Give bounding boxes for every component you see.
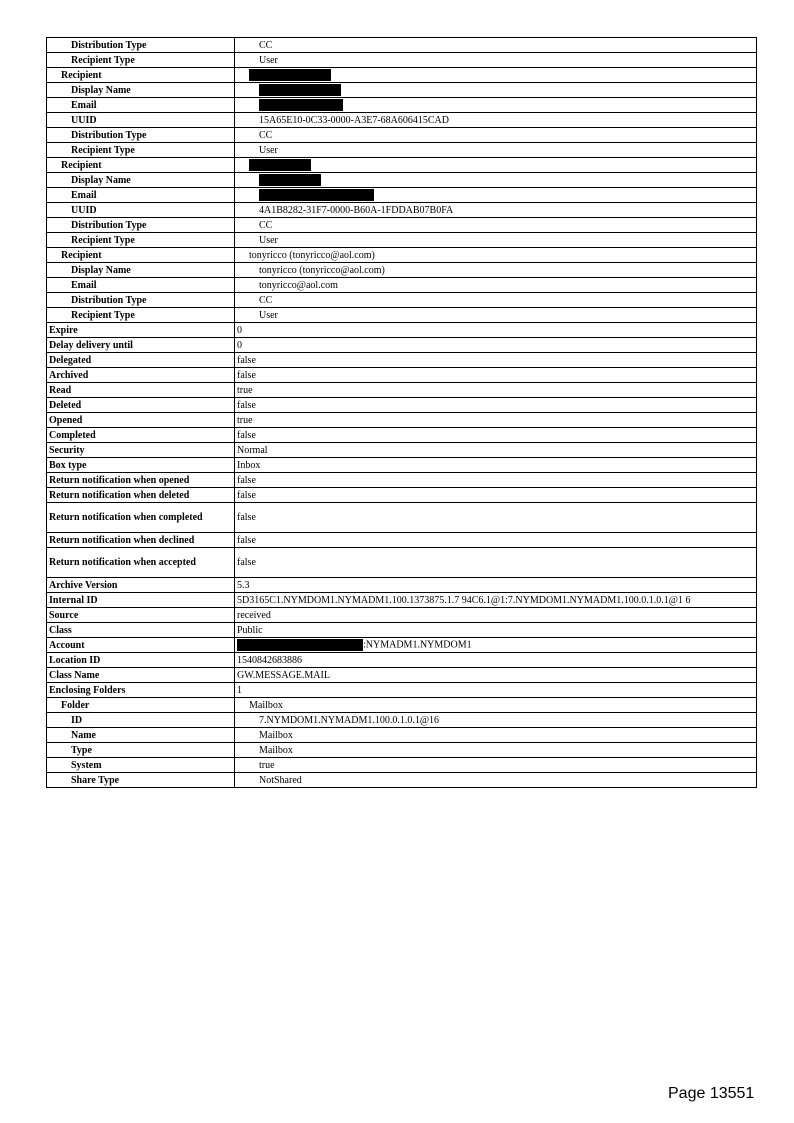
property-value [235, 773, 757, 788]
property-value-text: true [237, 384, 253, 396]
property-value [235, 353, 757, 368]
property-label: Type [47, 743, 235, 758]
property-label: Return notification when declined [47, 533, 235, 548]
property-value-text: 0 [237, 324, 242, 336]
property-row [47, 503, 757, 533]
property-label: ID [47, 713, 235, 728]
property-label: System [47, 758, 235, 773]
property-row [47, 533, 757, 548]
property-value-text: CC [259, 129, 273, 141]
property-value-text: false [237, 512, 256, 523]
property-value [235, 608, 757, 623]
property-label: Distribution Type [47, 38, 235, 53]
property-value [235, 113, 757, 128]
property-row [47, 38, 757, 53]
property-row [47, 713, 757, 728]
property-value [235, 203, 757, 218]
property-value-text: Mailbox [249, 699, 283, 711]
property-value [235, 623, 757, 638]
property-row [47, 338, 757, 353]
property-value-text: :NYMADM1.NYMDOM1 [363, 639, 472, 651]
property-label: Delegated [47, 353, 235, 368]
property-row [47, 458, 757, 473]
property-label: Display Name [47, 263, 235, 278]
redaction-block [259, 99, 343, 111]
property-row [47, 248, 757, 263]
property-value [235, 383, 757, 398]
properties-table [46, 37, 757, 788]
property-value [235, 173, 757, 188]
property-value-text: tonyricco (tonyricco@aol.com) [249, 249, 375, 261]
property-label: Return notification when completed [47, 503, 235, 533]
property-value-text: User [259, 309, 278, 321]
property-value-text: true [259, 759, 275, 771]
property-label: Recipient [47, 158, 235, 173]
property-label: Deleted [47, 398, 235, 413]
property-label: Archived [47, 368, 235, 383]
property-row [47, 143, 757, 158]
property-value [235, 368, 757, 383]
property-label: Email [47, 188, 235, 203]
property-value-text: CC [259, 294, 273, 306]
property-value [235, 638, 757, 653]
property-row [47, 698, 757, 713]
property-value-text: Mailbox [259, 729, 293, 741]
property-label: Folder [47, 698, 235, 713]
property-row [47, 173, 757, 188]
property-value [235, 188, 757, 203]
property-value-text: Inbox [237, 459, 261, 471]
property-label: Completed [47, 428, 235, 443]
property-value [235, 308, 757, 323]
property-value-text: Mailbox [259, 744, 293, 756]
property-row [47, 353, 757, 368]
property-value [235, 503, 757, 533]
property-row [47, 728, 757, 743]
property-value [235, 263, 757, 278]
property-value [235, 668, 757, 683]
property-value [235, 338, 757, 353]
property-value [235, 728, 757, 743]
property-row [47, 623, 757, 638]
property-value-text: tonyricco@aol.com [259, 279, 338, 291]
property-label: Distribution Type [47, 128, 235, 143]
property-label: Source [47, 608, 235, 623]
property-value [235, 98, 757, 113]
property-label: Share Type [47, 773, 235, 788]
property-value [235, 683, 757, 698]
property-row [47, 158, 757, 173]
property-value-text: CC [259, 219, 273, 231]
property-value [235, 743, 757, 758]
property-row [47, 83, 757, 98]
property-value [235, 533, 757, 548]
property-value [235, 443, 757, 458]
property-row [47, 773, 757, 788]
property-value [235, 413, 757, 428]
property-row [47, 53, 757, 68]
property-value-text: 4A1B8282-31F7-0000-B60A-1FDDAB07B0FA [259, 204, 454, 216]
property-row [47, 683, 757, 698]
property-value-text: 0 [237, 339, 242, 351]
property-value-text: 1540842683886 [237, 654, 302, 666]
property-row [47, 188, 757, 203]
property-row [47, 383, 757, 398]
property-value-text: false [237, 489, 256, 501]
property-value [235, 248, 757, 263]
property-row [47, 548, 757, 578]
property-value-text: CC [259, 39, 273, 51]
property-value [235, 128, 757, 143]
property-label: Return notification when opened [47, 473, 235, 488]
property-label: UUID [47, 203, 235, 218]
property-label: Return notification when accepted [47, 548, 235, 578]
property-label: Recipient Type [47, 308, 235, 323]
property-value-text: false [237, 534, 256, 546]
property-value-text: Public [237, 624, 263, 636]
property-value [235, 653, 757, 668]
property-row [47, 758, 757, 773]
property-row [47, 113, 757, 128]
property-label: Recipient [47, 248, 235, 263]
property-row [47, 218, 757, 233]
property-label: Display Name [47, 83, 235, 98]
page-number: Page 13551 [668, 1085, 755, 1102]
property-label: UUID [47, 113, 235, 128]
property-value [235, 758, 757, 773]
property-row [47, 308, 757, 323]
redaction-block [249, 69, 331, 81]
property-value-text: false [237, 369, 256, 381]
property-value-text: true [237, 414, 253, 426]
property-value [235, 53, 757, 68]
property-value [235, 158, 757, 173]
property-label: Return notification when deleted [47, 488, 235, 503]
redaction-block [249, 159, 311, 171]
property-value [235, 323, 757, 338]
properties-table-body [47, 38, 757, 788]
property-label: Account [47, 638, 235, 653]
property-value-text: Normal [237, 444, 268, 456]
property-value [235, 428, 757, 443]
property-row [47, 398, 757, 413]
property-value [235, 473, 757, 488]
property-value [235, 68, 757, 83]
redaction-block [259, 84, 341, 96]
property-row [47, 203, 757, 218]
property-label: Email [47, 98, 235, 113]
property-value-text: GW.MESSAGE.MAIL [237, 669, 330, 681]
property-row [47, 488, 757, 503]
redaction-block [259, 189, 374, 201]
property-value-text: false [237, 429, 256, 441]
property-value-text: false [237, 557, 256, 568]
property-value-text: 1 [237, 684, 242, 696]
property-value-text: 5D3165C1.NYMDOM1.NYMADM1.100.1373875.1.7 94C6.1@1:7.NYMDOM1.NYMADM1.100.0.1.0.1@1 6 [237, 594, 691, 606]
property-label: Email [47, 278, 235, 293]
property-value-text: NotShared [259, 774, 302, 786]
property-label: Security [47, 443, 235, 458]
property-row [47, 323, 757, 338]
property-label: Delay delivery until [47, 338, 235, 353]
property-label: Distribution Type [47, 218, 235, 233]
property-value [235, 458, 757, 473]
property-value-text: false [237, 474, 256, 486]
property-value [235, 218, 757, 233]
property-label: Class [47, 623, 235, 638]
property-value [235, 398, 757, 413]
property-row [47, 128, 757, 143]
property-label: Distribution Type [47, 293, 235, 308]
property-label: Location ID [47, 653, 235, 668]
redaction-block [259, 174, 321, 186]
property-label: Class Name [47, 668, 235, 683]
property-value [235, 83, 757, 98]
property-value [235, 38, 757, 53]
property-row [47, 413, 757, 428]
property-value-text: User [259, 234, 278, 246]
property-label: Expire [47, 323, 235, 338]
property-label: Recipient Type [47, 233, 235, 248]
property-value [235, 548, 757, 578]
property-label: Recipient Type [47, 53, 235, 68]
property-row [47, 98, 757, 113]
property-value-text: false [237, 399, 256, 411]
property-row [47, 653, 757, 668]
property-row [47, 293, 757, 308]
property-row [47, 638, 757, 653]
property-row [47, 473, 757, 488]
property-row [47, 443, 757, 458]
property-row [47, 593, 757, 608]
property-value-text: received [237, 609, 271, 621]
property-value-text: 7.NYMDOM1.NYMADM1.100.0.1.0.1@16 [259, 714, 440, 726]
property-value [235, 713, 757, 728]
property-value-text: User [259, 144, 278, 156]
property-label: Name [47, 728, 235, 743]
property-value [235, 488, 757, 503]
property-label: Enclosing Folders [47, 683, 235, 698]
property-row [47, 743, 757, 758]
property-row [47, 578, 757, 593]
property-value-text: 5.3 [237, 579, 250, 591]
property-label: Recipient Type [47, 143, 235, 158]
property-value-text: User [259, 54, 278, 66]
property-row [47, 368, 757, 383]
property-label: Display Name [47, 173, 235, 188]
property-row [47, 668, 757, 683]
property-row [47, 263, 757, 278]
property-label: Archive Version [47, 578, 235, 593]
property-row [47, 428, 757, 443]
property-row [47, 68, 757, 83]
property-value [235, 278, 757, 293]
property-value [235, 698, 757, 713]
property-row [47, 278, 757, 293]
redaction-block [237, 639, 363, 651]
property-value [235, 578, 757, 593]
property-label: Box type [47, 458, 235, 473]
property-value-text: tonyricco (tonyricco@aol.com) [259, 264, 385, 276]
property-value [235, 233, 757, 248]
property-row [47, 608, 757, 623]
property-label: Internal ID [47, 593, 235, 608]
property-value-text: 15A65E10-0C33-0000-A3E7-68A606415CAD [259, 114, 449, 126]
property-value [235, 143, 757, 158]
property-value-text: false [237, 354, 256, 366]
property-value [235, 293, 757, 308]
property-label: Recipient [47, 68, 235, 83]
property-label: Read [47, 383, 235, 398]
property-label: Opened [47, 413, 235, 428]
property-value [235, 593, 757, 608]
property-row [47, 233, 757, 248]
